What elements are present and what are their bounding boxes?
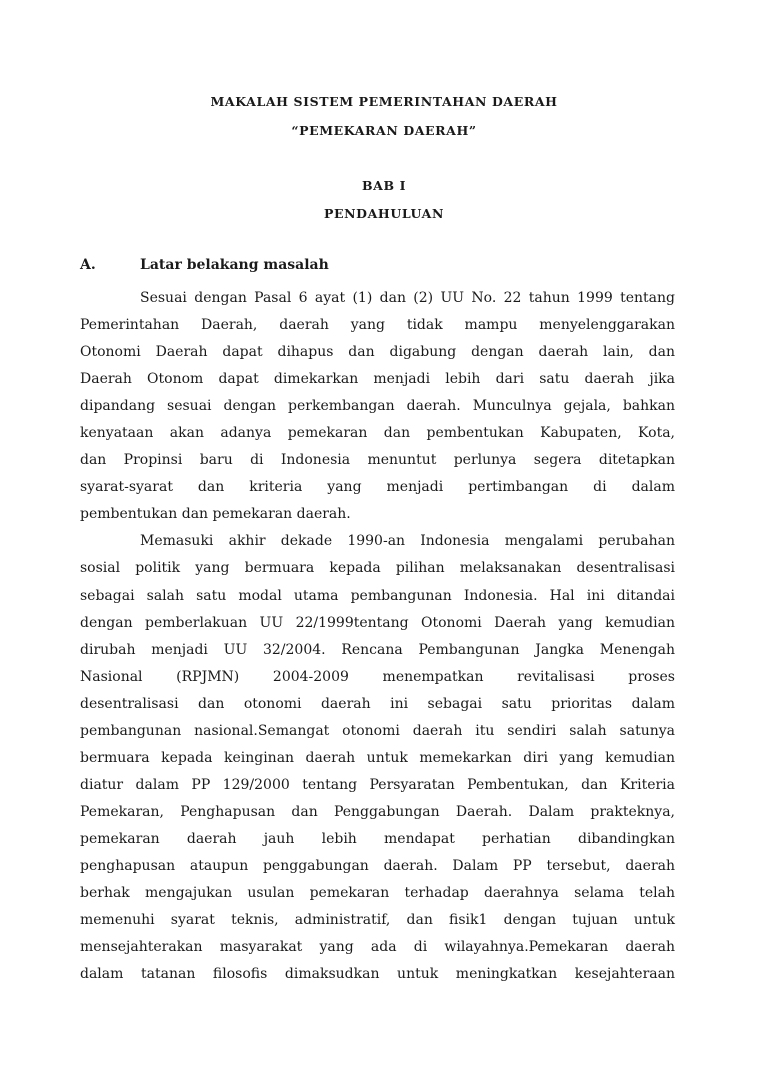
text-line: pembangunan nasional.Semangat otonomi daerah itu sendiri salah satunya bbox=[80, 722, 675, 739]
text-line: mensejahterakan masyarakat yang ada di wilayahnya.Pemekaran daerah bbox=[80, 939, 675, 956]
text-line: dan Propinsi baru di Indonesia menuntut perlunya segera ditetapkan bbox=[80, 452, 675, 469]
text-line: berhak mengajukan usulan pemekaran terhadap daerahnya selama telah bbox=[80, 885, 675, 902]
text-line: Otonomi Daerah dapat dihapus dan digabung dengan daerah lain, dan bbox=[80, 344, 675, 361]
text-line: syarat-syarat dan kriteria yang menjadi pertimbangan di dalam bbox=[80, 479, 675, 496]
text-line: bermuara kepada keinginan daerah untuk memekarkan diri yang kemudian bbox=[80, 749, 675, 766]
text-line: penghapusan ataupun penggabungan daerah. Dalam PP tersebut, daerah bbox=[80, 857, 675, 874]
text-line: Sesuai dengan Pasal 6 ayat (1) dan (2) UU No. 22 tahun 1999 tentang bbox=[140, 290, 675, 306]
section-number: A. bbox=[80, 257, 96, 273]
text-line: dalam tatanan filosofis dimaksudkan untuk meningkatkan kesejahteraan bbox=[80, 966, 675, 983]
text-line: Memasuki akhir dekade 1990-an Indonesia mengalami perubahan bbox=[140, 533, 675, 550]
document-subtitle: “PEMEKARAN DAERAH” bbox=[291, 123, 477, 138]
text-line: dipandang sesuai dengan perkembangan daerah. Munculnya gejala, bahkan bbox=[80, 398, 675, 415]
text-line: sebagai salah satu modal utama pembangunan Indonesia. Hal ini ditandai bbox=[80, 587, 675, 604]
text-line: Pemekaran, Penghapusan dan Penggabungan Daerah. Dalam prakteknya, bbox=[80, 803, 675, 820]
text-line: memenuhi syarat teknis, administratif, dan fisik1 dengan tujuan untuk bbox=[80, 912, 675, 929]
text-line: Daerah Otonom dapat dimekarkan menjadi lebih dari satu daerah jika bbox=[80, 371, 675, 388]
text-line: Pemerintahan Daerah, daerah yang tidak mampu menyelenggarakan bbox=[80, 317, 675, 334]
text-line: kenyataan akan adanya pemekaran dan pembentukan Kabupaten, Kota, bbox=[80, 425, 675, 442]
text-line: dirubah menjadi UU 32/2004. Rencana Pembangunan Jangka Menengah bbox=[80, 641, 675, 658]
text-line: diatur dalam PP 129/2000 tentang Persyaratan Pembentukan, dan Kriteria bbox=[80, 776, 675, 793]
text-line: sosial politik yang bermuara kepada pilihan melaksanakan desentralisasi bbox=[80, 560, 675, 577]
chapter-title: PENDAHULUAN bbox=[324, 206, 444, 221]
text-line: Nasional (RPJMN) 2004-2009 menempatkan revitalisasi proses bbox=[80, 668, 675, 685]
text-line: desentralisasi dan otonomi daerah ini sebagai satu prioritas dalam bbox=[80, 695, 675, 712]
document-title: MAKALAH SISTEM PEMERINTAHAN DAERAH bbox=[210, 94, 558, 109]
section-title: Latar belakang masalah bbox=[140, 257, 329, 273]
text-line: pembentukan dan pemekaran daerah. bbox=[80, 506, 351, 523]
chapter-number: BAB I bbox=[361, 178, 407, 193]
text-line: pemekaran daerah jauh lebih mendapat perhatian dibandingkan bbox=[80, 830, 675, 847]
body-text bbox=[80, 285, 675, 988]
text-line: dengan pemberlakuan UU 22/1999tentang Otonomi Daerah yang kemudian bbox=[80, 614, 675, 631]
